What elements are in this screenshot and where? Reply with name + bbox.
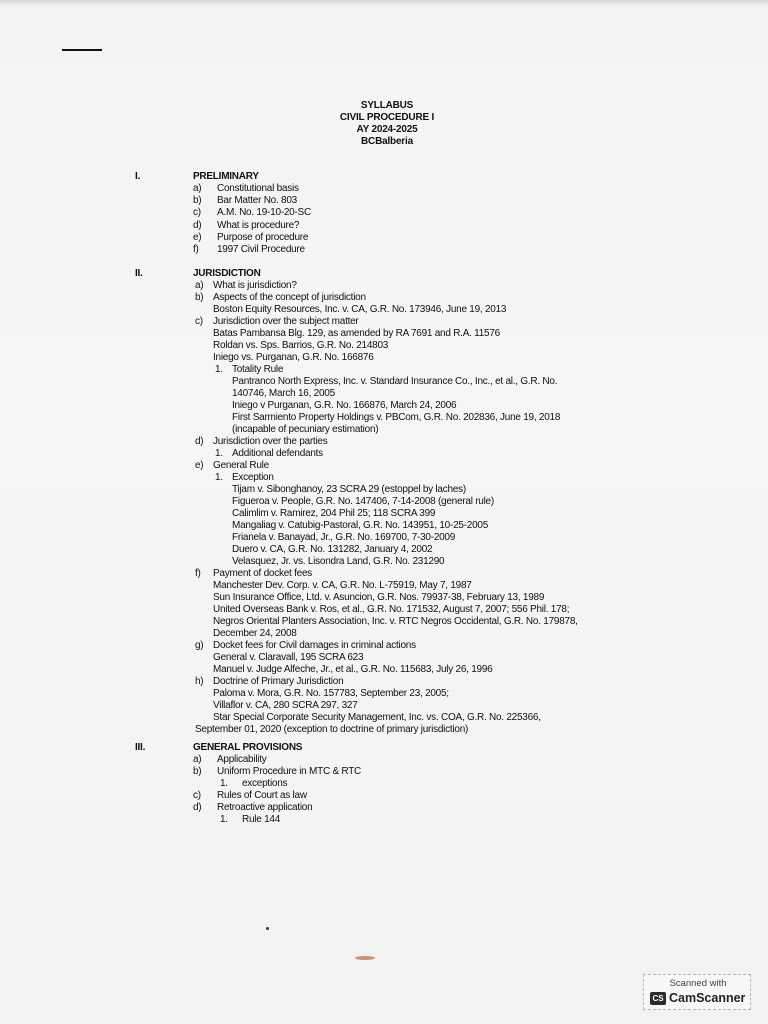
case-citation: General v. Claravall, 195 SCRA 623	[213, 652, 364, 663]
list-marker: h)	[195, 676, 204, 687]
case-citation: Villaflor v. CA, 280 SCRA 297, 327	[213, 700, 358, 711]
list-marker: g)	[195, 640, 204, 651]
list-marker: c)	[195, 316, 203, 327]
list-marker: d)	[195, 436, 204, 447]
list-marker: b)	[195, 292, 204, 303]
header-title: SYLLABUS	[360, 100, 414, 111]
list-item: Constitutional basis	[217, 183, 299, 194]
watermark-brand: CamScanner	[669, 991, 746, 1005]
list-marker: f)	[195, 568, 201, 579]
list-marker: e)	[195, 460, 204, 471]
camscanner-logo-icon: CS	[650, 992, 666, 1005]
list-item: Exception	[232, 472, 274, 483]
list-marker: a)	[193, 183, 202, 194]
case-citation: United Overseas Bank v. Ros, et al., G.R. No. 171532, August 7, 2007; 556 Phil. 178;	[213, 604, 570, 615]
case-citation: December 24, 2008	[213, 628, 297, 639]
list-item: Doctrine of Primary Jurisdiction	[213, 676, 344, 687]
section-numeral: I.	[135, 171, 141, 182]
list-item: exceptions	[242, 778, 288, 789]
case-citation: Mangaliag v. Catubig-Pastoral, G.R. No. 143951, 10-25-2005	[232, 520, 489, 531]
header-year: AY 2024-2025	[356, 124, 418, 135]
case-citation: Duero v. CA, G.R. No. 131282, January 4, 2002	[232, 544, 433, 555]
list-marker: b)	[193, 766, 202, 777]
camscanner-watermark	[643, 974, 751, 1010]
list-item: Rule 144	[242, 814, 281, 825]
list-item: 1997 Civil Procedure	[217, 244, 305, 255]
header-author: BCBalberia	[361, 136, 413, 147]
list-marker: c)	[193, 790, 201, 801]
list-marker: f)	[193, 244, 199, 255]
case-citation: 140746, March 16, 2005	[232, 388, 335, 399]
list-item: Docket fees for Civil damages in criminal actions	[213, 640, 416, 651]
list-item: Purpose of procedure	[217, 232, 309, 243]
list-marker: 1.	[215, 448, 223, 459]
case-citation: Roldan vs. Sps. Barrios, G.R. No. 214803	[213, 340, 389, 351]
corner-mark	[62, 49, 102, 51]
section-title: GENERAL PROVISIONS	[193, 742, 303, 753]
list-item: What is jurisdiction?	[213, 280, 297, 291]
case-citation: Calimlim v. Ramirez, 204 Phil 25; 118 SCRA 399	[232, 508, 436, 519]
section-title: PRELIMINARY	[193, 171, 259, 182]
case-citation: Batas Pambansa Blg. 129, as amended by RA 7691 and R.A. 11576	[213, 328, 500, 339]
list-marker: 1.	[215, 364, 223, 375]
case-citation: Tijam v. Sibonghanoy, 23 SCRA 29 (estoppel by laches)	[232, 484, 466, 495]
section-numeral: II.	[135, 268, 143, 279]
list-item: Additional defendants	[232, 448, 323, 459]
watermark-caption: Scanned with	[669, 978, 727, 989]
smudge	[355, 956, 375, 960]
case-citation: Iniego vs. Purganan, G.R. No. 166876	[213, 352, 374, 363]
list-item: Retroactive application	[217, 802, 313, 813]
list-item: Jurisdiction over the subject matter	[213, 316, 359, 327]
list-marker: e)	[193, 232, 202, 243]
list-marker: d)	[193, 220, 202, 231]
section-numeral: III.	[135, 742, 146, 753]
list-item: Totality Rule	[232, 364, 284, 375]
list-item: Payment of docket fees	[213, 568, 313, 579]
list-item: What is procedure?	[217, 220, 300, 231]
case-citation: Boston Equity Resources, Inc. v. CA, G.R. No. 173946, June 19, 2013	[213, 304, 507, 315]
document-header	[290, 100, 484, 148]
list-marker: 1.	[220, 814, 228, 825]
case-citation: Paloma v. Mora, G.R. No. 157783, September 23, 2005;	[213, 688, 449, 699]
list-item: A.M. No. 19-10-20-SC	[217, 207, 311, 218]
list-item: Bar Matter No. 803	[217, 195, 297, 206]
list-marker: b)	[193, 195, 202, 206]
list-item: Aspects of the concept of jurisdiction	[213, 292, 366, 303]
list-marker: 1.	[215, 472, 223, 483]
list-item: Jurisdiction over the parties	[213, 436, 328, 447]
case-citation: Star Special Corporate Security Management, Inc. vs. COA, G.R. No. 225366,	[213, 712, 541, 723]
case-citation: Pantranco North Express, Inc. v. Standard Insurance Co., Inc., et al., G.R. No.	[232, 376, 558, 387]
case-citation: Manchester Dev. Corp. v. CA, G.R. No. L-75919, May 7, 1987	[213, 580, 472, 591]
case-citation: Frianela v. Banayad, Jr., G.R. No. 169700, 7-30-2009	[232, 532, 456, 543]
case-citation: Manuel v. Judge Alfeche, Jr., et al., G.R. No. 115683, July 26, 1996	[213, 664, 493, 675]
list-item: Applicability	[217, 754, 267, 765]
top-shadow	[0, 0, 768, 6]
case-citation: Velasquez, Jr. vs. Lisondra Land, G.R. No. 231290	[232, 556, 445, 567]
speck	[266, 927, 269, 930]
case-citation: Negros Oriental Planters Association, Inc. v. RTC Negros Occidental, G.R. No. 179878,	[213, 616, 578, 627]
case-citation: First Sarmiento Property Holdings v. PBCom, G.R. No. 202836, June 19, 2018	[232, 412, 561, 423]
header-course: CIVIL PROCEDURE I	[339, 112, 435, 123]
case-citation: (incapable of pecuniary estimation)	[232, 424, 379, 435]
list-marker: 1.	[220, 778, 228, 789]
list-item: Rules of Court as law	[217, 790, 307, 801]
list-item: Uniform Procedure in MTC & RTC	[217, 766, 362, 777]
case-citation: September 01, 2020 (exception to doctrine of primary jurisdiction)	[195, 724, 469, 735]
list-marker: a)	[193, 754, 202, 765]
case-citation: Sun Insurance Office, Ltd. v. Asuncion, G.R. Nos. 79937-38, February 13, 1989	[213, 592, 545, 603]
list-marker: d)	[193, 802, 202, 813]
list-marker: c)	[193, 207, 201, 218]
section-title: JURISDICTION	[193, 268, 261, 279]
case-citation: Figueroa v. People, G.R. No. 147406, 7-14-2008 (general rule)	[232, 496, 494, 507]
list-marker: a)	[195, 280, 204, 291]
list-item: General Rule	[213, 460, 269, 471]
case-citation: Iniego v Purganan, G.R. No. 166876, March 24, 2006	[232, 400, 457, 411]
